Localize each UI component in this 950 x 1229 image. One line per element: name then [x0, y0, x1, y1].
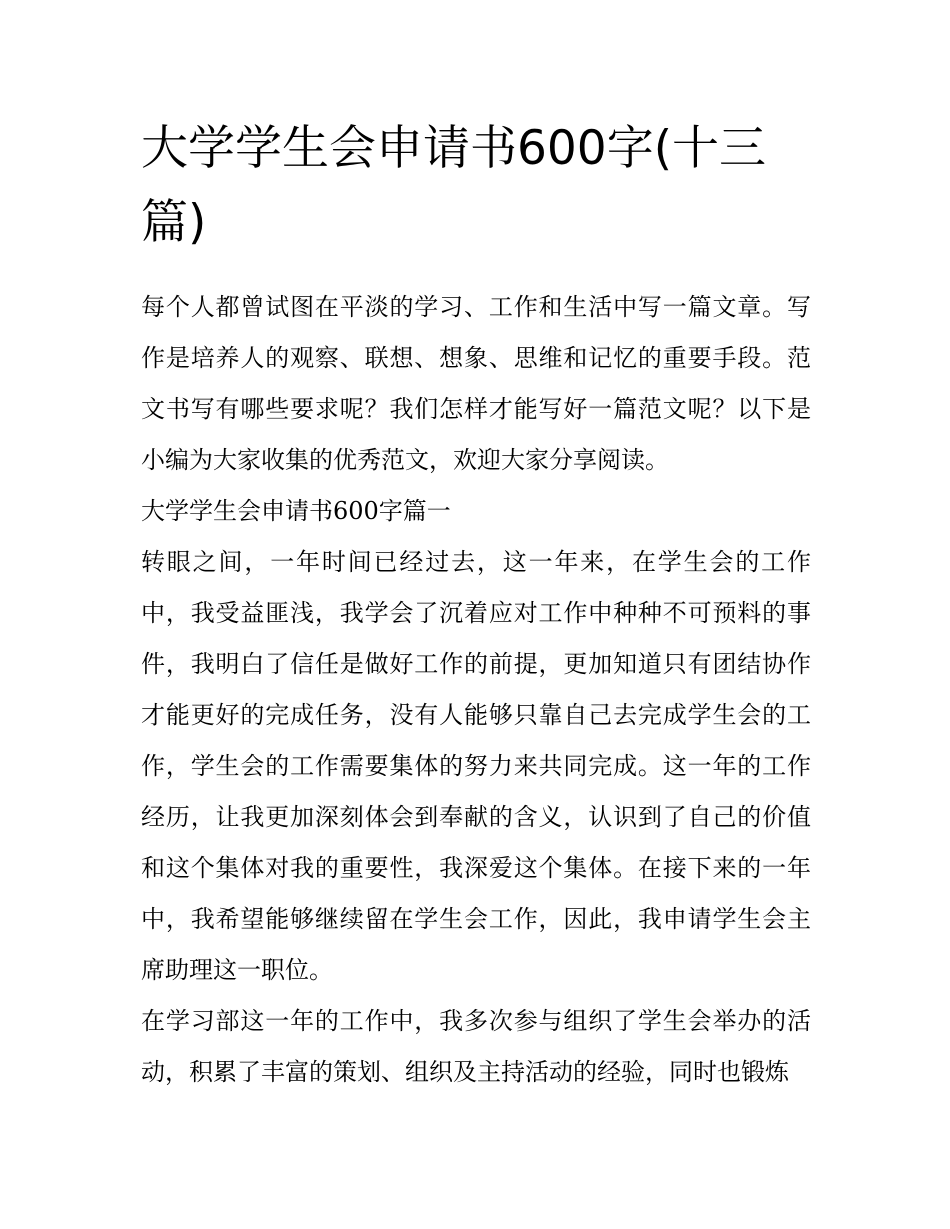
document-content [141, 112, 811, 1098]
intro-paragraph: 每个人都曾试图在平淡的学习、工作和生活中写一篇文章。写作是培养人的观察、联想、想象、思维和记忆的重要手段。范文书写有哪些要求呢？我们怎样才能写好一篇范文呢？以下是小编为大家收集的优秀范文，欢迎大家分享阅读。 [141, 293, 811, 474]
document-title: 大学学生会申请书600字(十三篇) [141, 121, 767, 250]
body-paragraph-1: 转眼之间，一年时间已经过去，这一年来，在学生会的工作中，我受益匪浅，我学会了沉着应对工作中种种不可预料的事件，我明白了信任是做好工作的前提，更加知道只有团结协作才能更好的完成任务，没有人能够只靠自己去完成学生会的工作，学生会的工作需要集体的努力来共同完成。这一年的工作经历，让我更加深刻体会到奉献的含义，认识到了自己的价值和这个集体对我的重要性，我深爱这个集体。在接下来的一年中，我希望能够继续留在学生会工作，因此，我申请学生会主席助理这一职位。 [141, 548, 811, 984]
body-paragraph-2: 在学习部这一年的工作中，我多次参与组织了学生会举办的活动，积累了丰富的策划、组织及主持活动的经验，同时也锻炼 [141, 1007, 811, 1086]
document-body [141, 282, 811, 1098]
section-heading: 大学学生会申请书600字篇一 [141, 497, 451, 525]
